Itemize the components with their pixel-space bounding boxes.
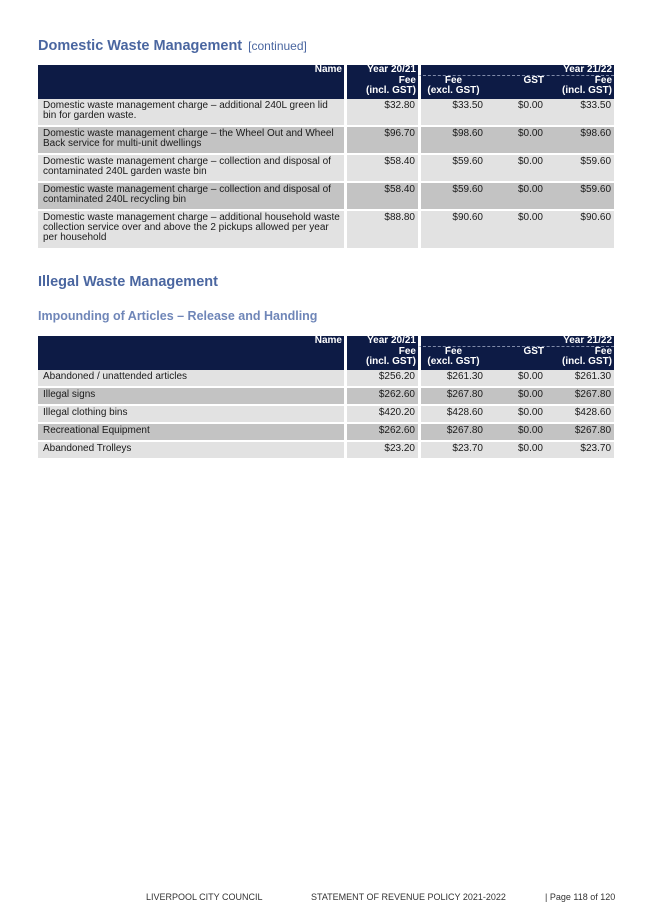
fee-name: Abandoned / unattended articles	[38, 370, 344, 388]
column-header-fee-excl: Fee (excl. GST)	[418, 347, 486, 370]
fee-name: Domestic waste management charge – collection and disposal of contaminated 240L garden waste bin	[38, 155, 344, 183]
fee-curr-incl: $33.50	[546, 99, 614, 127]
fee-curr-excl: $23.70	[418, 442, 486, 460]
column-header-fee-incl: Fee (incl. GST)	[546, 347, 614, 370]
column-header-name: Name	[38, 336, 344, 370]
fee-curr-incl: $261.30	[546, 370, 614, 388]
column-header-year-curr: Year 21/22	[418, 336, 614, 347]
fee-curr-excl: $261.30	[418, 370, 486, 388]
footer-document-title: STATEMENT OF REVENUE POLICY 2021-2022	[311, 892, 506, 902]
fee-curr-excl: $33.50	[418, 99, 486, 127]
table-row	[38, 183, 614, 211]
column-header-fee-prev: Fee (incl. GST)	[344, 76, 418, 99]
column-header-gst: GST	[486, 347, 546, 370]
fee-name: Recreational Equipment	[38, 424, 344, 442]
table-row	[38, 388, 614, 406]
fee-prev-incl: $420.20	[344, 406, 418, 424]
fee-curr-incl: $23.70	[546, 442, 614, 460]
fee-gst: $0.00	[486, 424, 546, 442]
table-row	[38, 424, 614, 442]
section-subtitle-impounding: Impounding of Articles – Release and Handling	[38, 309, 318, 323]
domestic-waste-fee-table	[38, 65, 614, 250]
fee-gst: $0.00	[486, 211, 546, 250]
fee-name: Domestic waste management charge – additional 240L green lid bin for garden waste.	[38, 99, 344, 127]
fee-prev-incl: $262.60	[344, 424, 418, 442]
section-title-text: Domestic Waste Management	[38, 38, 243, 54]
fee-prev-incl: $58.40	[344, 183, 418, 211]
fee-prev-incl: $58.40	[344, 155, 418, 183]
column-header-name: Name	[38, 65, 344, 99]
fee-curr-excl: $59.60	[418, 183, 486, 211]
column-header-fee-excl: Fee (excl. GST)	[418, 76, 486, 99]
fee-name: Illegal clothing bins	[38, 406, 344, 424]
fee-gst: $0.00	[486, 406, 546, 424]
section-title-domestic-waste	[38, 38, 307, 54]
footer-organization: LIVERPOOL CITY COUNCIL	[146, 892, 263, 902]
fee-prev-incl: $96.70	[344, 127, 418, 155]
table-row	[38, 406, 614, 424]
fee-gst: $0.00	[486, 388, 546, 406]
fee-prev-incl: $88.80	[344, 211, 418, 250]
fee-curr-excl: $267.80	[418, 388, 486, 406]
table-row	[38, 127, 614, 155]
fee-curr-excl: $59.60	[418, 155, 486, 183]
fee-name: Illegal signs	[38, 388, 344, 406]
fee-prev-incl: $262.60	[344, 388, 418, 406]
fee-curr-excl: $267.80	[418, 424, 486, 442]
fee-prev-incl: $256.20	[344, 370, 418, 388]
column-header-year-curr: Year 21/22	[418, 65, 614, 76]
table-row	[38, 155, 614, 183]
fee-curr-excl: $428.60	[418, 406, 486, 424]
fee-curr-incl: $59.60	[546, 183, 614, 211]
fee-name: Domestic waste management charge – additional household waste collection service over and above the 2 pickups allowed per year per household	[38, 211, 344, 250]
fee-curr-incl: $267.80	[546, 388, 614, 406]
column-header-gst: GST	[486, 76, 546, 99]
fee-gst: $0.00	[486, 155, 546, 183]
fee-gst: $0.00	[486, 99, 546, 127]
fee-curr-incl: $59.60	[546, 155, 614, 183]
column-header-year-prev: Year 20/21	[344, 336, 418, 347]
fee-name: Domestic waste management charge – collection and disposal of contaminated 240L recycling bin	[38, 183, 344, 211]
impounding-fee-table	[38, 336, 614, 460]
fee-name: Domestic waste management charge – the Wheel Out and Wheel Back service for multi-unit dwellings	[38, 127, 344, 155]
table-row	[38, 370, 614, 388]
fee-curr-excl: $90.60	[418, 211, 486, 250]
fee-curr-incl: $267.80	[546, 424, 614, 442]
fee-prev-incl: $23.20	[344, 442, 418, 460]
footer-page-number: | Page 118 of 120	[545, 892, 616, 902]
fee-gst: $0.00	[486, 127, 546, 155]
fee-curr-excl: $98.60	[418, 127, 486, 155]
column-header-fee-prev: Fee (incl. GST)	[344, 347, 418, 370]
fee-gst: $0.00	[486, 183, 546, 211]
continued-label: [continued]	[248, 39, 307, 53]
fee-gst: $0.00	[486, 370, 546, 388]
section-title-illegal-waste: Illegal Waste Management	[38, 274, 218, 290]
fee-name: Abandoned Trolleys	[38, 442, 344, 460]
fee-gst: $0.00	[486, 442, 546, 460]
fee-curr-incl: $90.60	[546, 211, 614, 250]
fee-prev-incl: $32.80	[344, 99, 418, 127]
table-row	[38, 99, 614, 127]
fee-curr-incl: $428.60	[546, 406, 614, 424]
fee-curr-incl: $98.60	[546, 127, 614, 155]
column-header-fee-incl: Fee (incl. GST)	[546, 76, 614, 99]
table-row	[38, 211, 614, 250]
column-header-year-prev: Year 20/21	[344, 65, 418, 76]
table-row	[38, 442, 614, 460]
